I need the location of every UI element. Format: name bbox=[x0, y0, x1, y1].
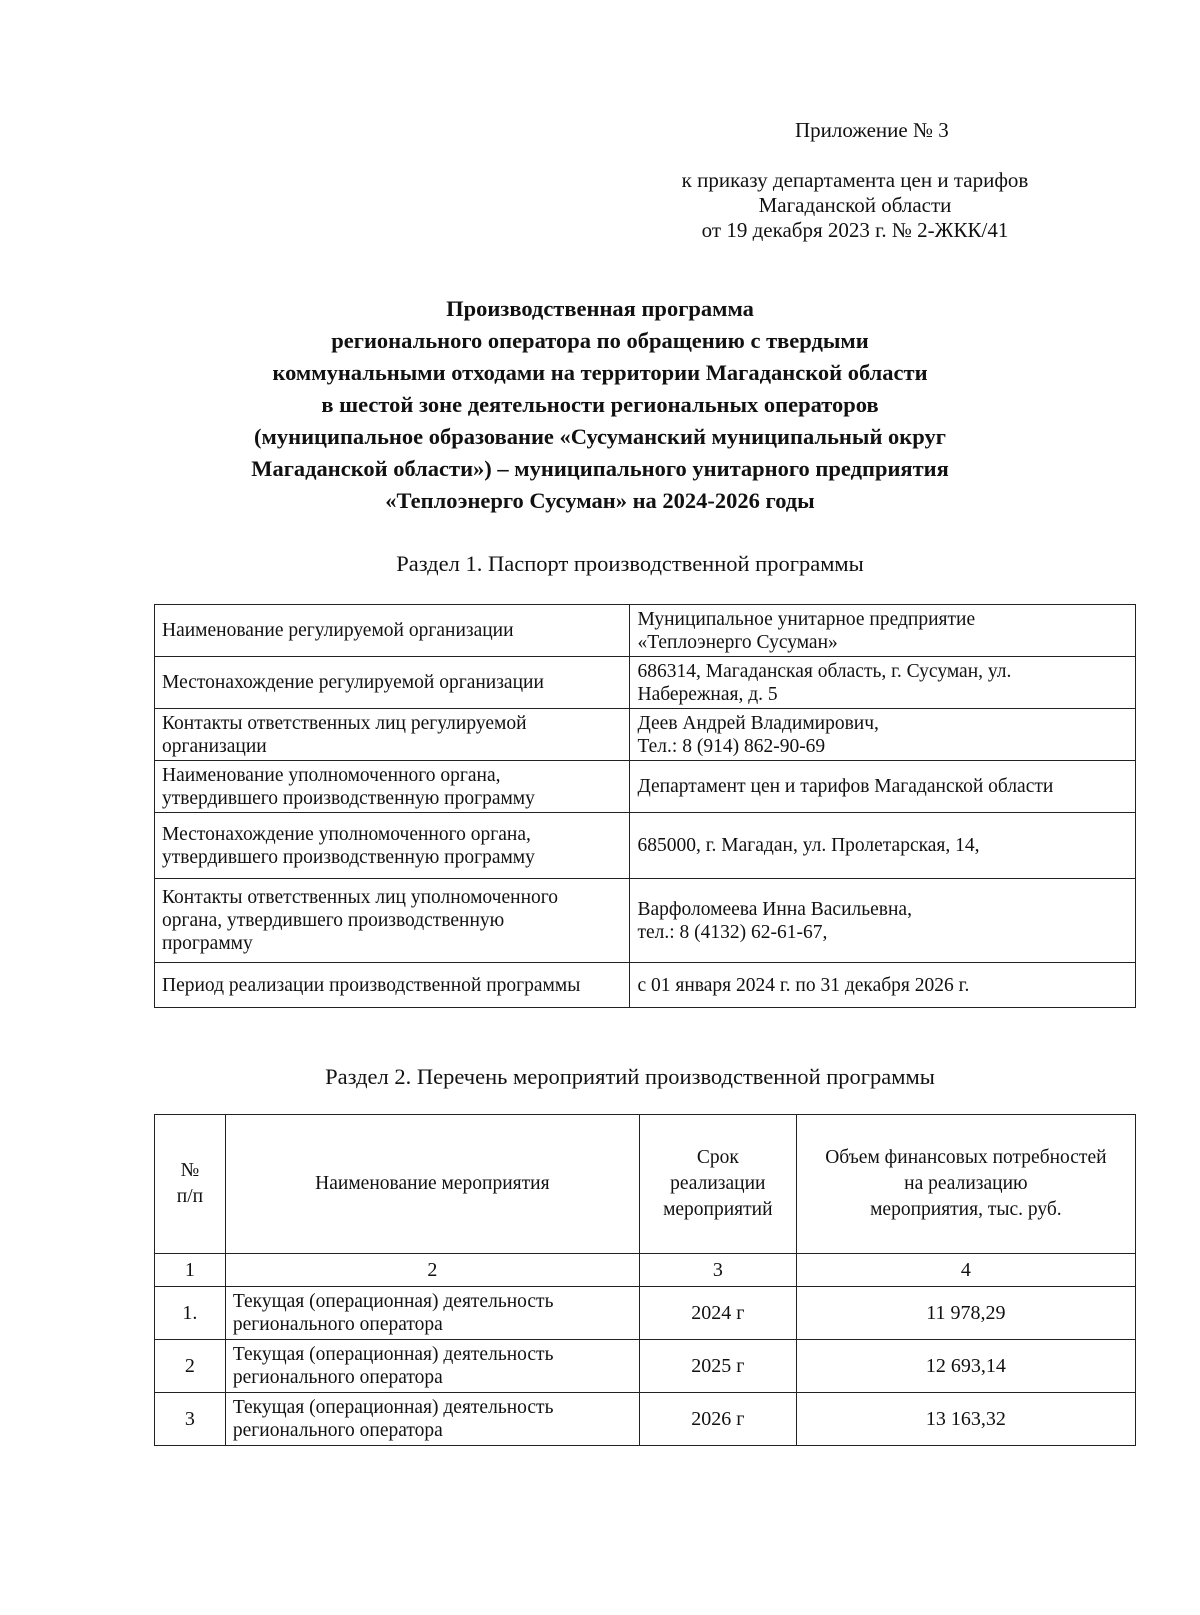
passport-key-line: органа, утвердившего производственную bbox=[162, 910, 505, 931]
passport-value bbox=[630, 657, 1136, 709]
passport-value-line: тел.: 8 (4132) 62-61-67, bbox=[637, 921, 828, 943]
row-amount: 12 693,14 bbox=[796, 1340, 1135, 1393]
row-term: 2026 г bbox=[639, 1393, 796, 1446]
column-number: 3 bbox=[639, 1254, 796, 1287]
table-row bbox=[155, 1393, 1136, 1446]
passport-key bbox=[155, 963, 630, 1008]
order-reference-line: к приказу департамента цен и тарифов bbox=[681, 168, 1029, 192]
row-name bbox=[225, 1340, 639, 1393]
row-number: 2 bbox=[155, 1340, 226, 1393]
passport-key-line: утвердившего производственную программу bbox=[162, 846, 535, 868]
row-name-line: регионального оператора bbox=[232, 1420, 443, 1441]
row-amount: 11 978,29 bbox=[796, 1287, 1135, 1340]
passport-key-line: Наименование регулируемой организации bbox=[162, 620, 514, 641]
events-header-row bbox=[155, 1115, 1136, 1254]
passport-value-line: «Теплоэнерго Сусуман» bbox=[637, 631, 838, 653]
document-title bbox=[150, 293, 1050, 517]
passport-key-line: программу bbox=[162, 933, 253, 954]
passport-row bbox=[155, 761, 1136, 813]
header-line: мероприятий bbox=[663, 1199, 773, 1220]
column-number: 4 bbox=[796, 1254, 1135, 1287]
section1-title: Раздел 1. Паспорт производственной программы bbox=[396, 551, 864, 576]
header-amount bbox=[796, 1115, 1135, 1254]
order-reference bbox=[650, 168, 1060, 243]
row-name bbox=[225, 1393, 639, 1446]
table-row bbox=[155, 1287, 1136, 1340]
passport-value-line: с 01 января 2024 г. по 31 декабря 2026 г. bbox=[637, 974, 970, 996]
events-table bbox=[154, 1114, 1136, 1446]
title-line: (муниципальное образование «Сусуманский муниципальный округ bbox=[254, 424, 946, 449]
row-name-line: Текущая (операционная) деятельность bbox=[232, 1291, 554, 1312]
passport-key bbox=[155, 605, 630, 657]
row-name bbox=[225, 1287, 639, 1340]
header-line: № bbox=[180, 1160, 200, 1181]
header-line: Наименование мероприятия bbox=[315, 1173, 550, 1194]
order-reference-line: от 19 декабря 2023 г. № 2-ЖКК/41 bbox=[701, 218, 1009, 242]
column-number: 1 bbox=[155, 1254, 226, 1287]
passport-row bbox=[155, 813, 1136, 879]
passport-key-line: Местонахождение уполномоченного органа, bbox=[162, 823, 531, 845]
row-amount: 13 163,32 bbox=[796, 1393, 1135, 1446]
passport-value-line: 685000, г. Магадан, ул. Пролетарская, 14, bbox=[637, 835, 980, 856]
row-number: 1. bbox=[155, 1287, 226, 1340]
header-line: на реализацию bbox=[904, 1173, 1028, 1194]
passport-row bbox=[155, 963, 1136, 1008]
passport-value-line: Тел.: 8 (914) 862-90-69 bbox=[637, 735, 826, 757]
passport-value-line: Варфоломеева Инна Васильевна, bbox=[637, 898, 912, 920]
passport-key-line: организации bbox=[162, 735, 267, 757]
passport-row bbox=[155, 709, 1136, 761]
passport-value bbox=[630, 709, 1136, 761]
title-line: Магаданской области») – муниципального унитарного предприятия bbox=[251, 456, 949, 481]
table-row bbox=[155, 1340, 1136, 1393]
passport-value-line: Деев Андрей Владимирович, bbox=[637, 712, 879, 734]
row-name-line: Текущая (операционная) деятельность bbox=[232, 1397, 554, 1418]
passport-value bbox=[630, 813, 1136, 879]
passport-value-line: Набережная, д. 5 bbox=[637, 683, 778, 705]
title-line: коммунальными отходами на территории Магаданской области bbox=[272, 360, 928, 385]
header-line: Объем финансовых потребностей bbox=[825, 1147, 1107, 1168]
passport-value bbox=[630, 605, 1136, 657]
passport-table bbox=[154, 604, 1136, 1008]
passport-key-line: Местонахождение регулируемой организации bbox=[162, 672, 544, 693]
row-term: 2025 г bbox=[639, 1340, 796, 1393]
header-term bbox=[639, 1115, 796, 1254]
passport-key bbox=[155, 879, 630, 963]
header-line: реализации bbox=[670, 1173, 766, 1194]
header-number bbox=[155, 1115, 226, 1254]
row-name-line: регионального оператора bbox=[232, 1314, 443, 1335]
title-line: регионального оператора по обращению с твердыми bbox=[331, 328, 869, 353]
title-line: «Теплоэнерго Сусуман» на 2024-2026 годы bbox=[385, 488, 815, 513]
header-line: Срок bbox=[696, 1147, 739, 1168]
row-name-line: Текущая (операционная) деятельность bbox=[232, 1344, 554, 1365]
header-line: п/п bbox=[176, 1186, 204, 1207]
passport-value-line: Муниципальное унитарное предприятие bbox=[637, 608, 976, 630]
column-number-row bbox=[155, 1254, 1136, 1287]
passport-value bbox=[630, 963, 1136, 1008]
passport-value bbox=[630, 879, 1136, 963]
passport-row bbox=[155, 879, 1136, 963]
row-number: 3 bbox=[155, 1393, 226, 1446]
row-name-line: регионального оператора bbox=[232, 1367, 443, 1388]
title-line: в шестой зоне деятельности региональных операторов bbox=[321, 392, 879, 417]
passport-key-line: Период реализации производственной программы bbox=[162, 974, 581, 996]
passport-row bbox=[155, 657, 1136, 709]
passport-key bbox=[155, 709, 630, 761]
appendix-label: Приложение № 3 bbox=[795, 118, 949, 142]
passport-key-line: утвердившего производственную программу bbox=[162, 787, 535, 809]
order-reference-line: Магаданской области bbox=[758, 193, 952, 217]
title-line: Производственная программа bbox=[446, 296, 754, 321]
passport-value-line: 686314, Магаданская область, г. Сусуман, ул. bbox=[637, 660, 1012, 682]
column-number: 2 bbox=[225, 1254, 639, 1287]
header-line: мероприятия, тыс. руб. bbox=[870, 1199, 1062, 1220]
section2-title: Раздел 2. Перечень мероприятий производственной программы bbox=[325, 1064, 935, 1089]
passport-row bbox=[155, 605, 1136, 657]
passport-key-line: Наименование уполномоченного органа, bbox=[162, 764, 501, 786]
passport-value-line: Департамент цен и тарифов Магаданской области bbox=[637, 776, 1054, 797]
passport-value bbox=[630, 761, 1136, 813]
passport-key bbox=[155, 657, 630, 709]
row-term: 2024 г bbox=[639, 1287, 796, 1340]
passport-key-line: Контакты ответственных лиц уполномоченного bbox=[162, 887, 559, 908]
header-name bbox=[225, 1115, 639, 1254]
passport-key bbox=[155, 813, 630, 879]
passport-key bbox=[155, 761, 630, 813]
passport-key-line: Контакты ответственных лиц регулируемой bbox=[162, 712, 527, 734]
